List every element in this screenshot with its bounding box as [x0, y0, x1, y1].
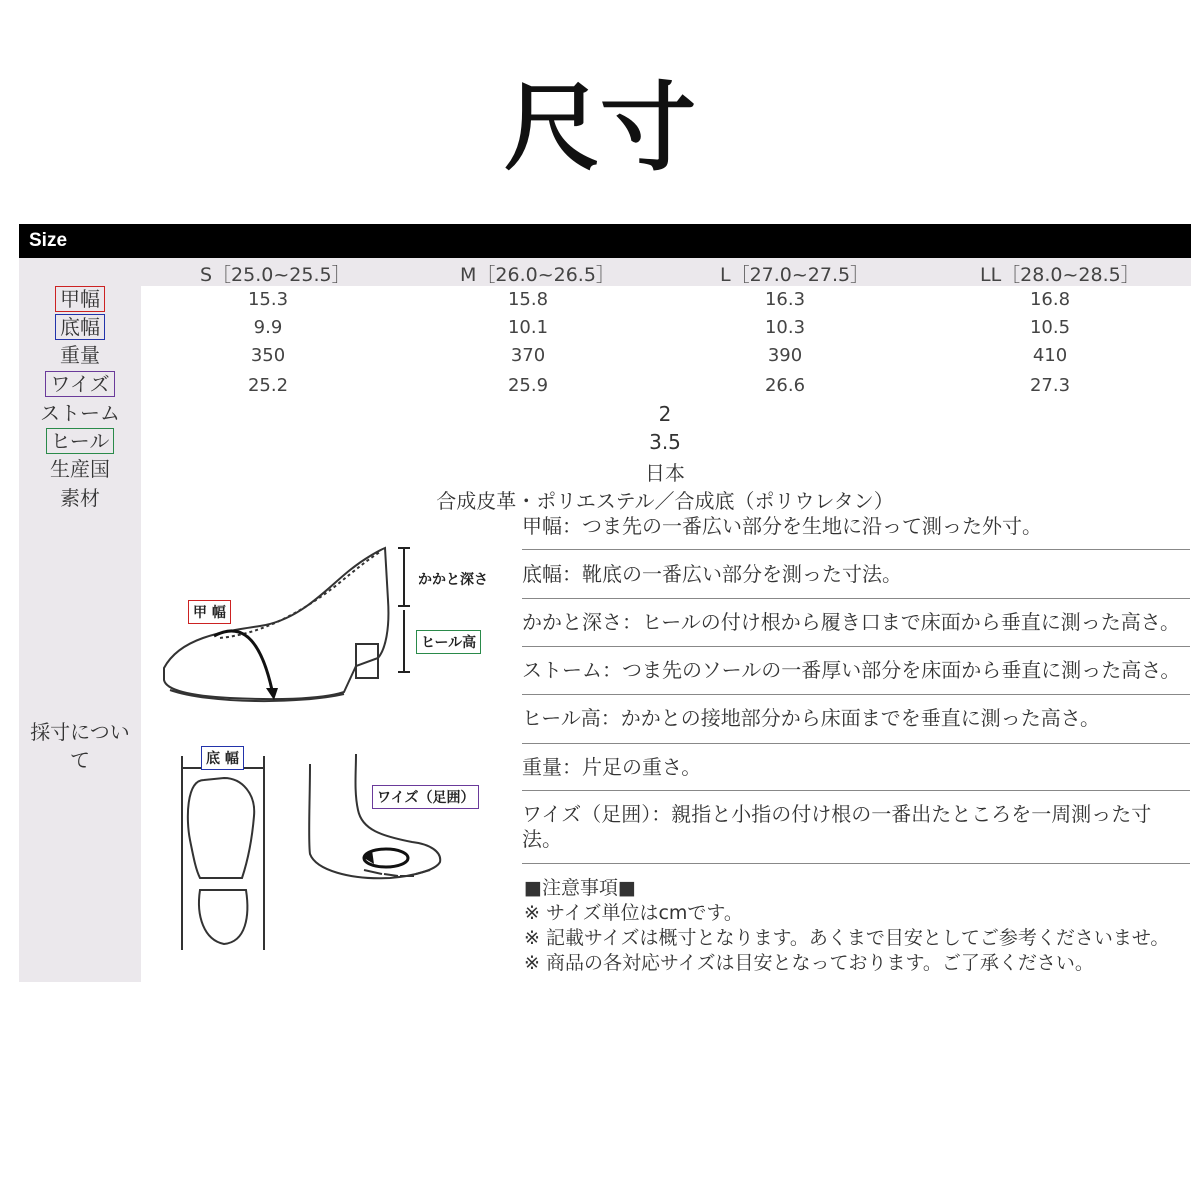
- note-item: ※ サイズ単位はcmです。: [524, 902, 743, 924]
- definition-weight: 重量：片足の重さ。: [522, 755, 702, 779]
- value-width-l: 26.6: [764, 375, 806, 396]
- divider: [522, 598, 1190, 599]
- sole-illustration: [182, 756, 264, 950]
- size-section-label: Size: [29, 230, 68, 251]
- value-weight-l: 390: [767, 345, 803, 366]
- value-instep-l: 16.3: [764, 289, 806, 310]
- row-label-material: 素材: [60, 486, 100, 510]
- column-header-ll: LL［28.0~28.5］: [980, 264, 1140, 286]
- row-label-width: ワイズ: [19, 371, 141, 397]
- divider: [522, 743, 1190, 744]
- definition-heel-height: ヒール高：かかとの接地部分から床面までを垂直に測った高さ。: [522, 706, 1100, 730]
- value-sole-ll: 10.5: [1029, 317, 1071, 338]
- row-label-weight: 重量: [60, 343, 100, 367]
- notes-block: [524, 876, 1169, 976]
- tag-width-girth: ワイズ（足囲）: [372, 785, 479, 809]
- divider: [522, 646, 1190, 647]
- value-heel: 3.5: [649, 430, 681, 454]
- note-item: ※ 記載サイズは概寸となります。あくまで目安としてご参考くださいませ。: [524, 927, 1170, 949]
- value-sole-s: 9.9: [253, 317, 283, 338]
- row-label-heel: ヒール: [19, 428, 141, 454]
- value-country: 日本: [645, 461, 685, 485]
- value-width-ll: 27.3: [1029, 375, 1071, 396]
- definition-width: ワイズ（足囲）：親指と小指の付け根の一番出たところを一周測った寸法。: [522, 802, 1152, 851]
- tag-heel-height: ヒール高: [416, 630, 481, 654]
- page-title: 尺寸: [504, 72, 696, 184]
- tag-instep: 甲 幅: [188, 600, 231, 624]
- divider: [522, 549, 1190, 550]
- value-material: 合成皮革・ポリエステル／合成底（ポリウレタン）: [436, 489, 894, 513]
- value-sole-m: 10.1: [507, 317, 549, 338]
- measure-section-label: 採寸について: [30, 720, 130, 772]
- definition-storm: ストーム：つま先のソールの一番厚い部分を床面から垂直に測った高さ。: [522, 658, 1181, 682]
- value-weight-m: 370: [510, 345, 546, 366]
- value-weight-s: 350: [250, 345, 286, 366]
- tag-heel-depth: かかと深さ: [414, 568, 492, 590]
- value-instep-m: 15.8: [507, 289, 549, 310]
- instep-arrow-icon: [214, 631, 272, 690]
- tag-sole-width: 底 幅: [201, 746, 244, 770]
- divider: [522, 863, 1190, 864]
- value-storm: 2: [658, 402, 672, 426]
- heel-depth-bracket-icon: [398, 548, 410, 606]
- column-header-l: L［27.0~27.5］: [720, 264, 870, 286]
- column-header-s: S［25.0~25.5］: [200, 264, 351, 286]
- definition-instep: 甲幅：つま先の一番広い部分を生地に沿って測った外寸。: [522, 514, 1042, 538]
- row-label-country: 生産国: [50, 457, 110, 481]
- foot-illustration: [309, 754, 440, 878]
- column-header-m: M［26.0~26.5］: [460, 264, 615, 286]
- row-label-sole: 底幅: [19, 314, 141, 340]
- value-instep-s: 15.3: [247, 289, 289, 310]
- note-item: ※ 商品の各対応サイズは目安となっております。ご了承ください。: [524, 952, 1094, 974]
- definition-sole: 底幅：靴底の一番広い部分を測った寸法。: [522, 562, 902, 586]
- definition-heel-depth: かかと深さ：ヒールの付け根から履き口まで床面から垂直に測った高さ。: [522, 610, 1180, 634]
- row-label-instep: 甲幅: [19, 286, 141, 312]
- divider: [522, 790, 1190, 791]
- heel-height-bracket-icon: [398, 610, 410, 672]
- value-width-s: 25.2: [247, 375, 289, 396]
- value-sole-l: 10.3: [764, 317, 806, 338]
- value-instep-ll: 16.8: [1029, 289, 1071, 310]
- notes-title: ■注意事項■: [524, 877, 636, 899]
- value-weight-ll: 410: [1032, 345, 1068, 366]
- row-label-storm: ストーム: [40, 401, 120, 425]
- pump-shoe-illustration: [164, 548, 388, 701]
- value-width-m: 25.9: [507, 375, 549, 396]
- size-section-header: [19, 224, 1191, 258]
- divider: [522, 694, 1190, 695]
